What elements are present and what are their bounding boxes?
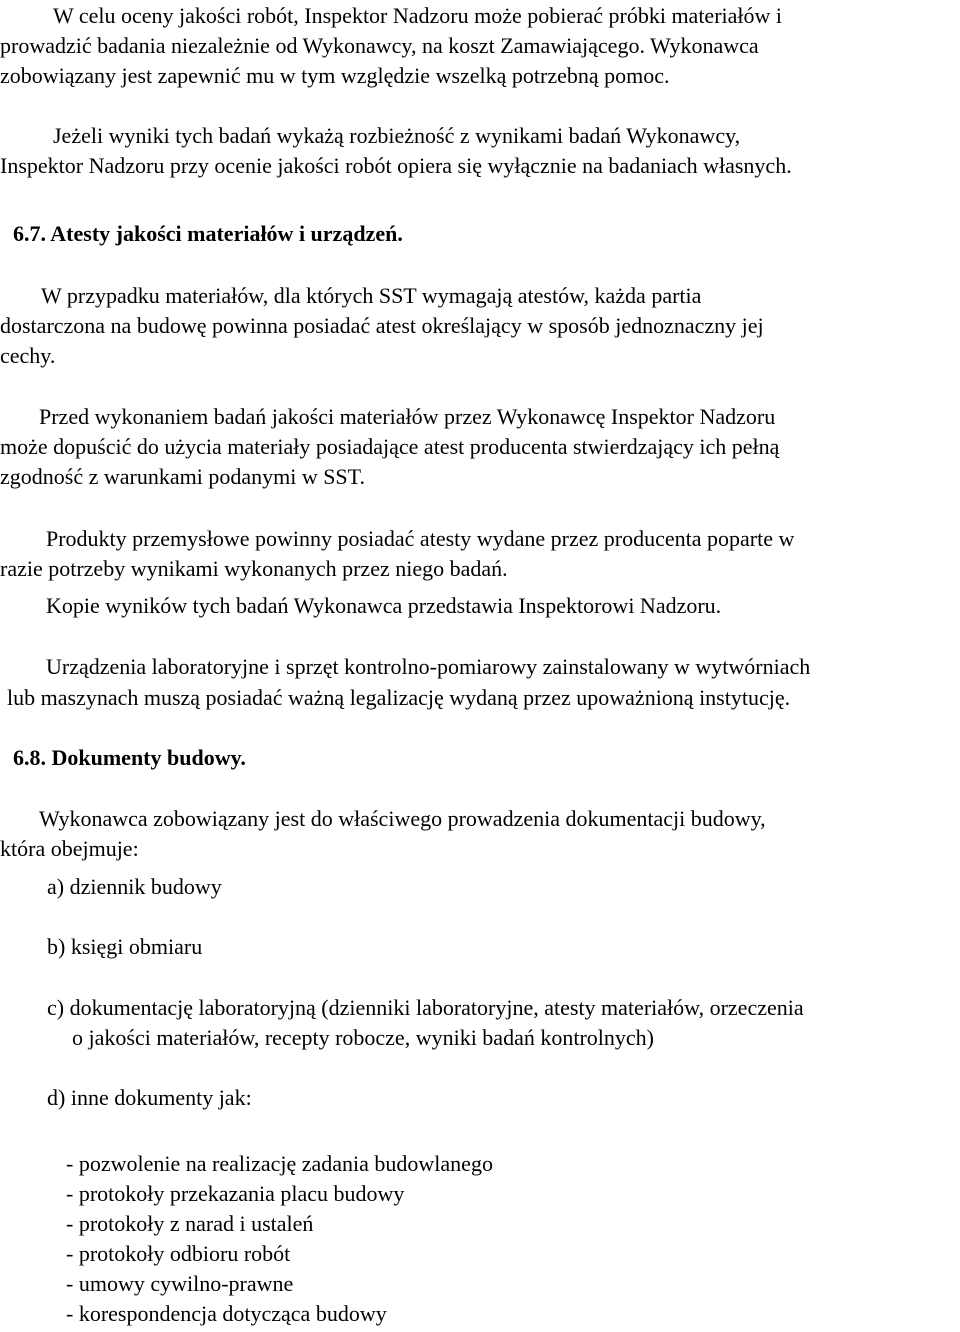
list-item-c-line2: o jakości materiałów, recepty robocze, wyniki badań kontrolnych) (72, 1025, 654, 1050)
para4-line3: zgodność z warunkami podanymi w SST. (0, 464, 365, 489)
list-item-c-line1: c) dokumentację laboratoryjną (dzienniki laboratoryjne, atesty materiałów, orzeczenia (47, 995, 804, 1020)
para2-line2: Inspektor Nadzoru przy ocenie jakości robót opiera się wyłącznie na badaniach własnych. (0, 153, 792, 178)
para7-line2: lub maszynach muszą posiadać ważną legalizację wydaną przez upoważnioną instytucję. (7, 685, 791, 710)
section-heading-6-8: 6.8. Dokumenty budowy. (13, 745, 246, 770)
para3-line3: cechy. (0, 343, 56, 368)
para1-line1: W celu oceny jakości robót, Inspektor Nadzoru może pobierać próbki materiałów i (53, 3, 783, 28)
sublist-item: - pozwolenie na realizację zadania budowlanego (66, 1151, 493, 1176)
para8-line1: Wykonawca zobowiązany jest do właściwego prowadzenia dokumentacji budowy, (39, 806, 766, 831)
para4-line2: może dopuścić do użycia materiały posiadające atest producenta stwierdzający ich pełną (0, 434, 780, 459)
sublist-item: - protokoły odbioru robót (66, 1241, 291, 1266)
sublist-item: - umowy cywilno-prawne (66, 1271, 294, 1296)
para5-line2: razie potrzeby wynikami wykonanych przez niego badań. (0, 556, 508, 581)
para4-line1: Przed wykonaniem badań jakości materiałów przez Wykonawcę Inspektor Nadzoru (39, 404, 776, 429)
para1-line3: zobowiązany jest zapewnić mu w tym względzie wszelką potrzebną pomoc. (0, 63, 670, 88)
sublist-item: - korespondencja dotycząca budowy (66, 1301, 387, 1326)
sublist-item: - protokoły z narad i ustaleń (66, 1211, 314, 1236)
para8-line2: która obejmuje: (0, 836, 139, 861)
para3-line2: dostarczona na budowę powinna posiadać atest określający w sposób jednoznaczny jej (0, 313, 764, 338)
sublist-item: - protokoły przekazania placu budowy (66, 1181, 405, 1206)
para2-line1: Jeżeli wyniki tych badań wykażą rozbieżność z wynikami badań Wykonawcy, (53, 123, 741, 148)
para7-line1: Urządzenia laboratoryjne i sprzęt kontrolno-pomiarowy zainstalowany w wytwórniach (46, 654, 811, 679)
para3-line1: W przypadku materiałów, dla których SST wymagają atestów, każda partia (41, 283, 702, 308)
list-item-b: b) księgi obmiaru (47, 934, 203, 959)
list-item-d: d) inne dokumenty jak: (47, 1085, 252, 1110)
para1-line2: prowadzić badania niezależnie od Wykonawcy, na koszt Zamawiającego. Wykonawca (0, 33, 759, 58)
para5-line1: Produkty przemysłowe powinny posiadać atesty wydane przez producenta poparte w (46, 526, 795, 551)
para6-line1: Kopie wyników tych badań Wykonawca przedstawia Inspektorowi Nadzoru. (46, 593, 722, 618)
list-item-a: a) dziennik budowy (47, 874, 222, 899)
section-heading-6-7: 6.7. Atesty jakości materiałów i urządzeń. (13, 221, 403, 246)
